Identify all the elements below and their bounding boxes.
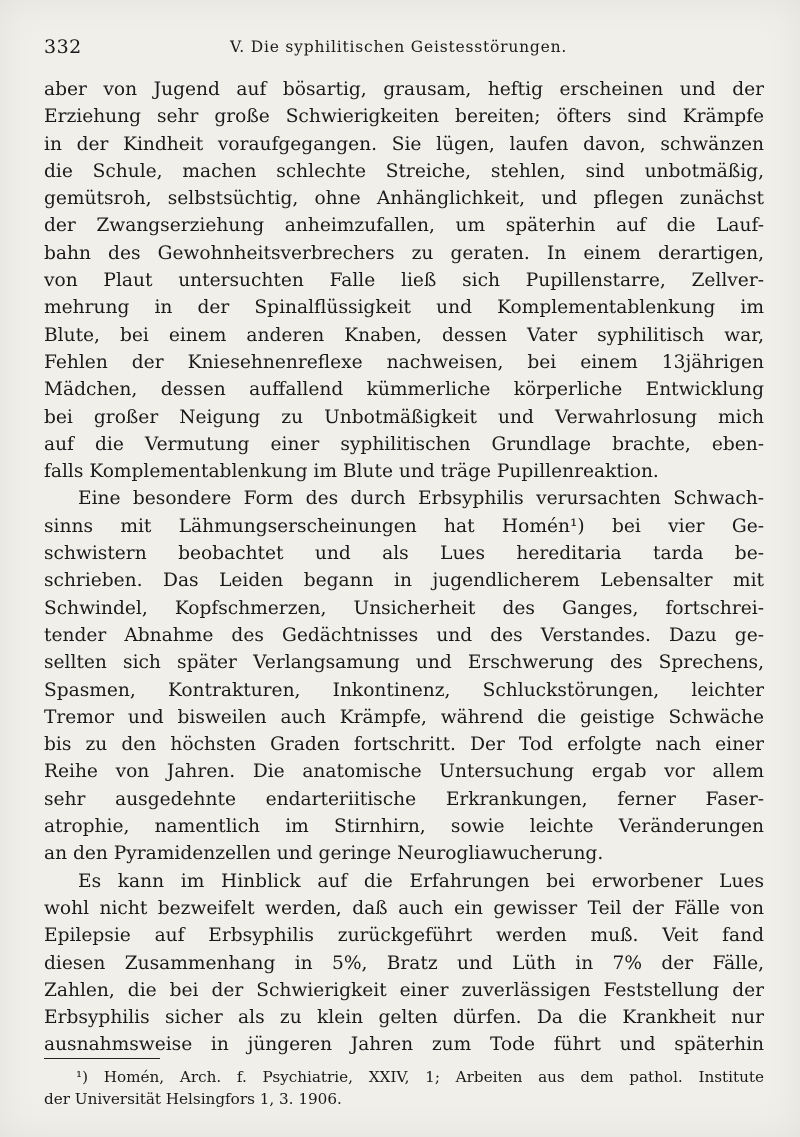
text-line: von Plaut untersuchten Falle ließ sich Pupillenstarre, Zellver- <box>44 270 764 292</box>
text-line: Zahlen, die bei der Schwierigkeit einer zuverlässigen Feststellung der <box>44 979 764 1001</box>
text-line: die Schule, machen schlechte Streiche, stehlen, sind unbotmäßig, <box>44 160 764 182</box>
text-line: gemütsroh, selbstsüchtig, ohne Anhänglichkeit, und pflegen zunächst <box>44 188 764 210</box>
text-line: falls Komplementablenkung im Blute und träge Pupillenreaktion. <box>44 461 659 483</box>
text-line: Mädchen, dessen auffallend kümmerliche körperliche Entwicklung <box>44 379 764 401</box>
text-line: Fehlen der Kniesehnenreflexe nachweisen, bei einem 13jährigen <box>44 351 764 373</box>
text-line: ausnahmsweise in jüngeren Jahren zum Tode führt und späterhin <box>44 1034 764 1056</box>
text-line: bis zu den höchsten Graden fortschritt. Der Tod erfolgte nach einer <box>44 734 764 756</box>
text-line: bahn des Gewohnheitsverbrechers zu geraten. In einem derartigen, <box>44 242 764 264</box>
text-line: Es kann im Hinblick auf die Erfahrungen bei erworbener Lues <box>78 870 764 892</box>
text-line: auf die Vermutung einer syphilitischen Grundlage brachte, eben- <box>44 433 764 455</box>
text-line: schwistern beobachtet und als Lues hereditaria tarda be- <box>44 543 764 565</box>
text-line: sellten sich später Verlangsamung und Erschwerung des Sprechens, <box>44 652 764 674</box>
text-line: Spasmen, Kontrakturen, Inkontinenz, Schluckstörungen, leichter <box>44 679 764 701</box>
text-line: mehrung in der Spinalflüssigkeit und Komplementablenkung im <box>44 297 764 319</box>
footnote-line: ¹) Homén, Arch. f. Psychiatrie, XXIV, 1; Arbeiten aus dem pathol. Institute <box>76 1068 764 1086</box>
text-line: Eine besondere Form des durch Erbsyphilis verursachten Schwach- <box>78 488 764 510</box>
body-text <box>44 76 764 1059</box>
text-line: Schwindel, Kopfschmerzen, Unsicherheit des Ganges, fortschrei- <box>44 597 764 619</box>
text-line: der Zwangserziehung anheimzufallen, um späterhin auf die Lauf- <box>44 215 764 237</box>
text-line: Blute, bei einem anderen Knaben, dessen Vater syphilitisch war, <box>44 324 764 346</box>
text-line: Erbsyphilis sicher als zu klein gelten dürfen. Da die Krankheit nur <box>44 1007 764 1029</box>
text-line: Erziehung sehr große Schwierigkeiten bereiten; öfters sind Krämpfe <box>44 106 764 128</box>
text-line: atrophie, namentlich im Stirnhirn, sowie leichte Veränderungen <box>44 816 764 838</box>
text-line: an den Pyramidenzellen und geringe Neurogliawucherung. <box>44 843 604 865</box>
footnotes <box>44 1066 764 1110</box>
text-line: Reihe von Jahren. Die anatomische Untersuchung ergab vor allem <box>44 761 764 783</box>
text-line: tender Abnahme des Gedächtnisses und des Verstandes. Dazu ge- <box>44 624 764 646</box>
text-line: sehr ausgedehnte endarteriitische Erkrankungen, ferner Faser- <box>44 788 764 810</box>
page-number: 332 <box>44 36 82 58</box>
text-line: in der Kindheit voraufgegangen. Sie lügen, laufen davon, schwänzen <box>44 133 764 155</box>
running-head <box>40 36 770 58</box>
footnote-divider <box>44 1058 160 1059</box>
text-line: schrieben. Das Leiden begann in jugendlicherem Lebensalter mit <box>44 570 764 592</box>
text-line: sinns mit Lähmungserscheinungen hat Homén¹) bei vier Ge- <box>44 515 764 537</box>
text-line: wohl nicht bezweifelt werden, daß auch ein gewisser Teil der Fälle von <box>44 897 764 919</box>
text-line: aber von Jugend auf bösartig, grausam, heftig erscheinen und der <box>44 79 764 100</box>
footnote-line: der Universität Helsingfors 1, 3. 1906. <box>44 1090 342 1108</box>
text-line: Epilepsie auf Erbsyphilis zurückgeführt werden muß. Veit fand <box>44 925 764 947</box>
text-line: Tremor und bisweilen auch Krämpfe, während die geistige Schwäche <box>44 706 764 728</box>
text-line: bei großer Neigung zu Unbotmäßigkeit und Verwahrlosung mich <box>44 406 764 428</box>
chapter-title: V. Die syphilitischen Geistesstörungen. <box>230 38 568 56</box>
text-line: diesen Zusammenhang in 5%, Bratz und Lüth in 7% der Fälle, <box>44 952 764 974</box>
